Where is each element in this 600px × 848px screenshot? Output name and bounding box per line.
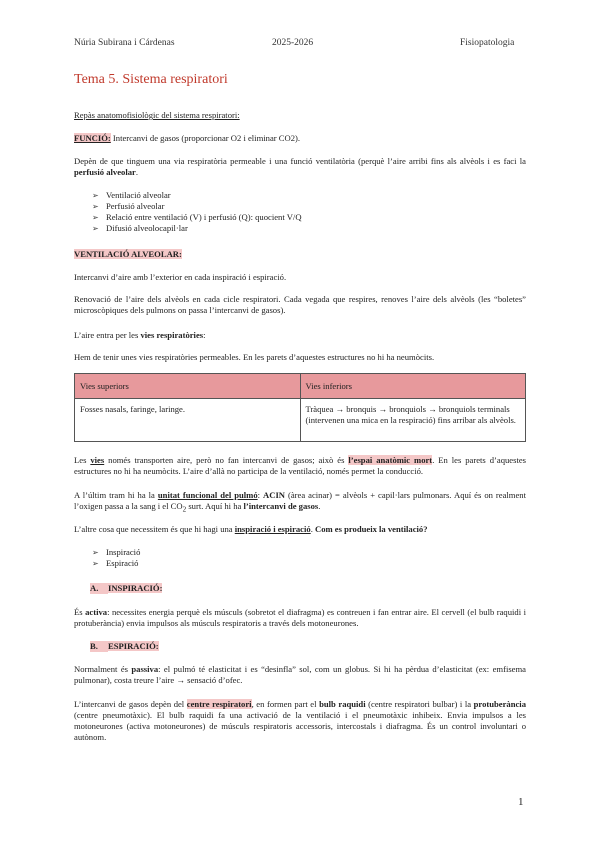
paragraph-renovacio: Renovació de l’aire dels alvèols en cada cicle respiratori. Cada vegada que respires, renoves l’aire dels alvèols (les “boletes” microscòpiques dels pulmons on passa l’intercanvi de gasos). <box>74 294 526 315</box>
p1-end: . <box>135 167 138 177</box>
p8-b: inspiració i espiració <box>234 524 311 534</box>
funcio-paragraph <box>74 133 526 144</box>
funcio-label: FUNCIÓ: <box>74 133 111 143</box>
table-cell-superiors: Fosses nasals, faringe, laringe. <box>75 399 301 442</box>
p11-d: bulb raquidi <box>319 699 366 709</box>
table-cell-inferiors: Tràquea → bronquis → bronquiols → bronquiols terminals (intervenen una mica en la respiració) fins arribar als alvèols. <box>300 399 526 442</box>
p11-e: (centre respiratori bulbar) i la <box>365 699 474 709</box>
p8-a: L’altre cosa que necessitem és que hi hagi una <box>74 524 235 534</box>
list-item: ➢ Perfusió alveolar <box>92 201 302 212</box>
paragraph-inspiracio-espiracio <box>74 524 526 535</box>
paragraph-espai-mort <box>74 455 526 477</box>
section-a-number: A. <box>90 583 108 594</box>
p7-sub: 2 <box>182 505 187 514</box>
p7-f: surt. Aquí hi ha <box>186 501 244 511</box>
p8-c: . <box>310 524 315 534</box>
p4-end: : <box>203 330 206 340</box>
page-title: Tema 5. Sistema respiratori <box>74 72 228 87</box>
header-year: 2025-2026 <box>272 38 314 48</box>
page-number: 1 <box>518 796 524 808</box>
list-item: ➢ Ventilació alveolar <box>92 190 302 201</box>
section-b-heading <box>90 641 159 652</box>
list-item: ➢ Inspiració <box>92 547 140 558</box>
p6-c: només transporten aire, però no fan intercanvi de gasos; això és <box>104 455 349 465</box>
p7-b: unitat funcional del pulmó <box>157 490 258 500</box>
paragraph-vies <box>74 330 526 341</box>
list-respiration-phases <box>92 547 140 569</box>
list-ventilation-factors <box>92 190 302 234</box>
p7-a: A l’últim tram hi ha la <box>74 490 158 500</box>
paragraph-perfusio <box>74 156 526 178</box>
paragraph-permeables: Hem de tenir unes vies respiratòries permeables. En les parets d’aquestes estructures no hi ha neumòcits. <box>74 352 435 362</box>
ventilacio-heading: VENTILACIÓ ALVEOLAR: <box>74 249 182 259</box>
p10-c: : el pulmó té elasticitat i es “desinfla” sol, com un globus. Si hi ha pèrdua d’elasticitat (ex: emfisema pulmonar), costa treure l’aire → sensació d’ofec. <box>74 664 526 685</box>
p9-b: activa <box>85 607 108 617</box>
paragraph-inspiracio <box>74 607 526 629</box>
p6-e: . En les parets d’aquestes estructures no hi ha neumòcits. L’aire d’allà no participa de la ventilació, només permet la conducció. <box>74 455 526 476</box>
p7-g: l’intercanvi de gasos <box>243 501 319 511</box>
p9-a: És <box>74 607 86 617</box>
table-header-inferiors: Vies inferiors <box>300 374 526 399</box>
p6-b: vies <box>90 455 105 465</box>
p8-d: Com es produeix la ventilació? <box>314 524 428 534</box>
p6-d: l’espai anatòmic mort <box>348 455 433 465</box>
p4-bold: vies respiratòries <box>140 330 204 340</box>
funcio-text: Intercanvi de gasos (proporcionar O2 i eliminar CO2). <box>110 133 301 143</box>
p1-text: Depèn de que tinguem una via respiratòria permeable i una funció ventilatòria (perquè l’aire arribi fins als alvèols i es faci la <box>74 156 526 166</box>
list-item: ➢ Relació entre ventilació (V) i perfusió (Q): quocient V/Q <box>92 212 302 223</box>
p7-h: . <box>318 501 321 511</box>
section-b-label: ESPIRACIÓ: <box>108 641 159 651</box>
p11-g: (centre pneumotàxic). El bulb raquidi fa una activació de la ventilació i el pneumotàxic inhibeix. Envia impulsos a les motoneurones (activa motoneurones) de músculs respiratoris accessoris, intercostals i diafragma. És un control involuntari o autònom. <box>74 710 526 742</box>
list-item: ➢ Espiració <box>92 558 140 569</box>
ventilacio-heading-line <box>74 249 526 260</box>
list-item: ➢ Difusió alveolocapil·lar <box>92 223 302 234</box>
p11-f: protuberància <box>473 699 526 709</box>
p4-text: L’aire entra per les <box>74 330 141 340</box>
header-subject: Fisiopatologia <box>460 38 515 48</box>
p11-c: , en formen part el <box>251 699 320 709</box>
p10-b: passiva <box>131 664 159 674</box>
table-header-superiors: Vies superiors <box>75 374 301 399</box>
p7-e: (àrea acinar) = alvèols + capil·lars pulmonars. Aquí és on realment l’oxigen passa a la sang i el CO <box>74 490 526 511</box>
p1-bold: perfusió alveolar <box>74 167 136 177</box>
paragraph-intercanvi: Intercanvi d’aire amb l’exterior en cada inspiració i espiració. <box>74 272 287 282</box>
paragraph-centre-respiratori <box>74 699 526 743</box>
intro-line: Repàs anatomofisiològic del sistema respiratori: <box>74 110 240 120</box>
p10-a: Normalment és <box>74 664 132 674</box>
airways-table <box>74 373 526 442</box>
paragraph-espiracio <box>74 664 526 686</box>
section-b-number: B. <box>90 641 108 652</box>
section-a-heading <box>90 583 162 594</box>
header-author: Núria Subirana i Cárdenas <box>74 38 175 48</box>
section-a-label: INSPIRACIÓ: <box>108 583 163 593</box>
p9-c: : necessites energia perquè els músculs (sobretot el diafragma) es contreuen i fan entrar aire. El cervell (el bulb raquidi i protuberància) envia impulsos als músculs respiratoris a través dels motoneurones. <box>74 607 526 628</box>
p11-b: centre respiratori <box>186 699 252 709</box>
paragraph-acin <box>74 490 526 516</box>
p7-c: : <box>257 490 264 500</box>
p7-d: ACIN <box>263 490 285 500</box>
p6-a: Les <box>74 455 91 465</box>
p11-a: L’intercanvi de gasos depèn del <box>74 699 187 709</box>
